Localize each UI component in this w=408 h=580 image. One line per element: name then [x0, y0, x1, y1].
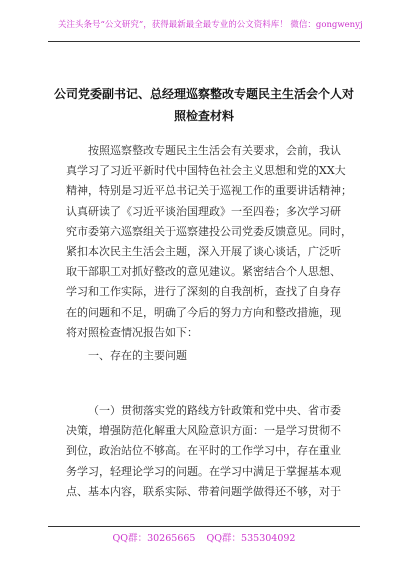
text-line: 精神，特别是习近平总书记关于巡视工作的重要讲话精神； — [66, 184, 352, 198]
header-divider — [48, 41, 360, 42]
footer-qq-group-2: QQ群：535304092 — [206, 533, 296, 544]
section-heading: 一、存在的主要问题 — [88, 349, 187, 362]
text-line: 务学习，轻理论学习的问题。在学习中满足于掌握基本观 — [66, 464, 341, 478]
text-line: 决策，增强防范化解重大风险意识方面：一是学习贯彻不 — [66, 424, 341, 438]
text-line: 究市委第六巡察组关于巡察建投公司党委反馈意见。同时， — [66, 224, 352, 238]
title-line-2: 照检查材料 — [173, 109, 234, 123]
paragraph-intro — [66, 141, 358, 343]
footer-qq-group-1: QQ群：30265665 — [112, 533, 196, 544]
document-title — [48, 83, 360, 127]
text-line: （一）贯彻落实党的路线方针政策和党中央、省市委 — [88, 404, 341, 417]
footer-divider — [48, 526, 360, 527]
text-line: 紧扣本次民主生活会主题，深入开展了谈心谈话，广泛听 — [66, 245, 341, 259]
text-line: 将对照检查情况报告如下： — [66, 325, 198, 339]
header-note: 关注头条号“公文研究”，获得最新最全最专业的公文资料库！ 微信：gongwenyj — [58, 20, 363, 30]
text-line: 认真研读了《习近平谈治国理政》一至四卷；多次学习研 — [66, 204, 341, 218]
text-line: 取干部职工对抓好整改的意见建议。紧密结合个人思想、 — [66, 265, 341, 279]
text-line: 在的问题和不足，明确了今后的努力方向和整改措施，现 — [66, 305, 341, 319]
text-line: 学习和工作实际，进行了深刻的自我剖析，查找了自身存 — [66, 285, 341, 299]
title-line-1: 公司党委副书记、总经理巡察整改专题民主生活会个人对 — [53, 87, 354, 101]
text-line: 按照巡察整改专题民主生活会有关要求，会前，我认 — [88, 144, 341, 157]
text-line: 真学习了习近平新时代中国特色社会主义思想和党的XX大 — [66, 164, 346, 178]
paragraph-issues — [66, 401, 358, 502]
text-line: 点、基本内容，联系实际、带着问题学做得还不够，对于 — [66, 484, 341, 498]
text-line: 到位，政治站位不够高。在平时的工作学习中，存在重业 — [66, 444, 341, 458]
footer — [48, 530, 360, 544]
